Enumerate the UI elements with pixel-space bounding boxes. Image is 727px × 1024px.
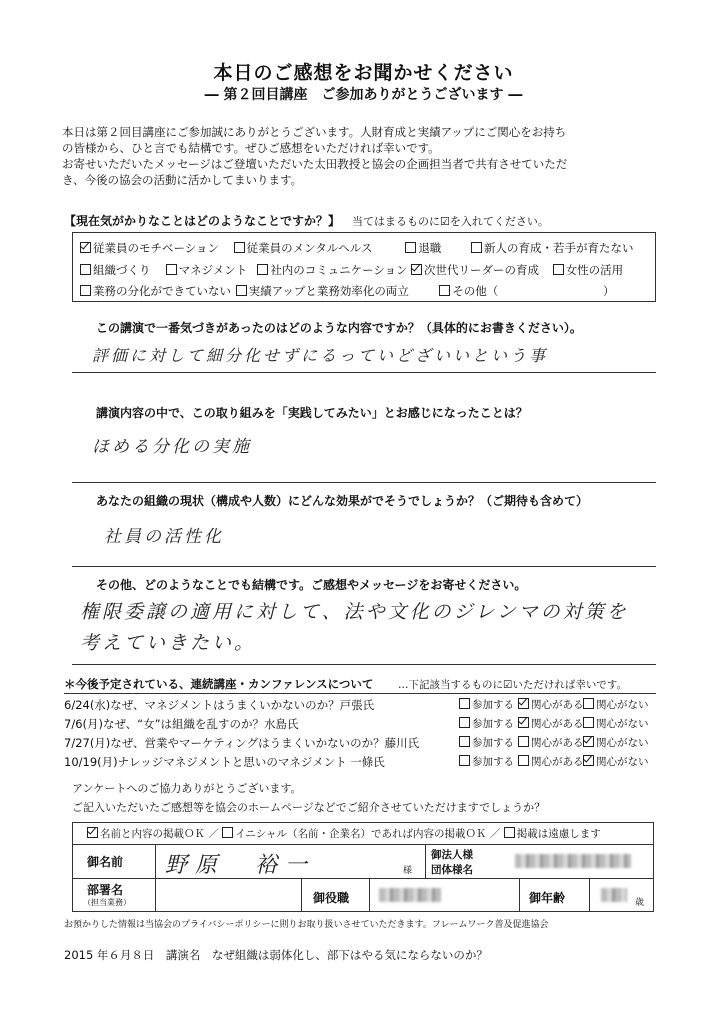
seminar-interest[interactable]: 関心がある <box>518 716 584 731</box>
org-label-1: 御法人様 <box>431 849 473 861</box>
consent-option-3[interactable]: 掲載は遠慮します <box>504 828 601 840</box>
checkbox-icon[interactable] <box>459 755 470 766</box>
checkbox-icon[interactable] <box>257 264 268 275</box>
age-label: 御年齢 <box>529 891 566 905</box>
concern-option[interactable]: 従業員のメンタルヘルス <box>234 240 402 256</box>
concern-row-2 <box>80 262 623 278</box>
concern-option[interactable]: 組織づくり <box>80 262 162 278</box>
concern-option-other[interactable]: その他（ <box>439 283 599 299</box>
intro-line-2: の皆様から、ひと言でも結構です。ぜひご感想をいただければ幸いです。 <box>62 141 440 155</box>
checkbox-checked-icon[interactable] <box>411 264 422 275</box>
consent-separator: ／ <box>208 828 219 840</box>
checkbox-icon[interactable] <box>553 264 564 275</box>
seminar-text: 7/6(月)なぜ、“女”は組織を乱すのか？水島氏 <box>64 717 299 731</box>
closing-question: ご記入いただいたご感想等を協会のホームページなどでご紹介させていただけますでしょうか？ <box>72 801 546 814</box>
concern-note: 当てはまるものに☑を入れてください。 <box>352 215 549 228</box>
consent-option-2[interactable]: イニシャル（名前・企業名）であれば内容の掲載ＯＫ <box>222 828 486 840</box>
sama-label: 様 <box>403 866 413 876</box>
concern-question: 【現在気がかりなことはどのようなことですか？】 <box>64 214 341 228</box>
checkbox-checked-icon[interactable] <box>583 755 594 766</box>
q1-answer[interactable]: 評価に対して細分化せずにるっていどざいいという事 <box>92 346 549 365</box>
q2-answer[interactable]: ほめる分化の実施 <box>92 437 252 457</box>
checkbox-icon[interactable] <box>459 736 470 747</box>
seminar-none[interactable]: 関心がない <box>583 754 649 769</box>
name-label: 御名前 <box>87 855 124 869</box>
checkbox-icon[interactable] <box>583 717 594 728</box>
role-label: 御役職 <box>313 891 350 905</box>
consent-option-1[interactable]: 名前と内容の掲載ＯＫ <box>87 828 205 840</box>
checkbox-icon[interactable] <box>439 285 450 296</box>
concern-row-1 <box>80 240 633 256</box>
concern-option[interactable]: 従業員のモチベーション <box>80 240 230 256</box>
date-line: 2015 年６月８日 講演名 なぜ組織は弱体化し、部下はやる気にならないのか？ <box>64 948 488 962</box>
seminar-interest[interactable]: 関心がある <box>518 697 584 712</box>
concern-option[interactable]: マネジメント <box>166 262 254 278</box>
closing-thanks: アンケートへのご協力ありがとうございます。 <box>72 782 302 795</box>
seminar-attend[interactable]: 参加する <box>459 754 514 769</box>
checkbox-icon[interactable] <box>236 285 247 296</box>
q1-answer-line <box>72 372 656 373</box>
intro-line-3: お寄せいただいたメッセージはご登壇いただいた太田教授と協会の企画担当者で共有させていただ <box>62 157 568 171</box>
checkbox-icon[interactable] <box>471 242 482 253</box>
q3-answer-line <box>72 566 656 567</box>
age-value-redacted[interactable] <box>601 888 627 902</box>
checkbox-icon[interactable] <box>518 736 529 747</box>
checkbox-icon[interactable] <box>222 827 233 838</box>
q3-answer[interactable]: 社員の活性化 <box>104 527 224 547</box>
org-label-2: 団体様名 <box>431 864 473 876</box>
concern-option[interactable]: 女性の活用 <box>553 262 624 278</box>
checkbox-icon[interactable] <box>166 264 177 275</box>
seminars-divider <box>64 693 656 694</box>
q4-answer-line <box>72 664 656 665</box>
seminar-text: 7/27(月)なぜ、営業やマーケティングはうまくいかないのか？藤川氏 <box>64 736 420 750</box>
q4-answer-line-2[interactable]: 考えていきたい。 <box>80 632 257 654</box>
checkbox-icon[interactable] <box>80 285 91 296</box>
page-title: 本日のご感想をお聞かせください <box>213 62 514 84</box>
seminar-none[interactable]: 関心がない <box>583 716 649 731</box>
concern-row-3 <box>80 283 614 299</box>
concern-option[interactable]: 次世代リーダーの育成 <box>411 262 549 278</box>
seminar-row <box>64 716 654 732</box>
seminar-row <box>64 754 654 770</box>
checkbox-icon[interactable] <box>504 827 515 838</box>
checkbox-icon[interactable] <box>459 717 470 728</box>
consent-separator: ／ <box>489 828 501 840</box>
seminar-interest[interactable]: 関心がある <box>518 754 584 769</box>
q3-question: あなたの組織の現状（構成や人数）にどんな効果がでそうでしょうか？（ご期待も含めて） <box>96 494 589 508</box>
checkbox-icon[interactable] <box>405 242 416 253</box>
q2-question: 講演内容の中で、この取り組みを「実践してみたい」とお感じになったことは？ <box>96 406 528 420</box>
checkbox-icon[interactable] <box>459 698 470 709</box>
org-value-redacted[interactable] <box>515 854 631 868</box>
seminar-none[interactable]: 関心がない <box>583 697 649 712</box>
intro-line-4: き、今後の協会の活動に活かしてまいります。 <box>62 173 303 187</box>
page-subtitle: ― 第２回目講座 ご参加ありがとうございます ― <box>204 87 523 103</box>
checkbox-icon[interactable] <box>583 698 594 709</box>
concern-option[interactable]: 業務の分化ができていない <box>80 283 232 299</box>
name-value[interactable]: 野原 裕一 <box>165 853 316 878</box>
concern-option[interactable]: 社内のコミュニケーション <box>257 262 407 278</box>
seminar-row <box>64 697 654 713</box>
concern-option[interactable]: 退職 <box>405 240 467 256</box>
contact-form <box>72 844 654 912</box>
seminar-attend[interactable]: 参加する <box>459 716 514 731</box>
privacy-note: お預かりした情報は当協会のプライバシーポリシーに則りお取り扱いさせていただきます。フレームワーク普及促進協会 <box>64 920 549 930</box>
concern-option[interactable]: 実績アップと業務効率化の両立 <box>236 283 436 299</box>
checkbox-icon[interactable] <box>518 755 529 766</box>
checkbox-checked-icon[interactable] <box>518 717 529 728</box>
checkbox-icon[interactable] <box>80 264 91 275</box>
checkbox-checked-icon[interactable] <box>80 242 91 253</box>
dept-label: 部署名 <box>87 883 124 897</box>
seminar-text: 10/19(月)ナレッジマネジメントと思いのマネジメント 一條氏 <box>64 755 385 769</box>
dept-sub-label: （担当業務） <box>83 898 131 907</box>
seminars-title: ＊今後予定されている、連続講座・カンファレンスについて <box>64 677 374 691</box>
q4-question: その他、どのようなことでも結構です。ご感想やメッセージをお寄せください。 <box>96 578 527 592</box>
checkbox-checked-icon[interactable] <box>583 736 594 747</box>
checkbox-icon[interactable] <box>234 242 245 253</box>
q1-question: この講演で一番気づきがあったのはどのような内容ですか？（具体的にお書きください）。 <box>96 321 582 335</box>
seminar-none[interactable]: 関心がない <box>583 735 649 750</box>
q2-answer-line <box>72 482 656 483</box>
age-unit: 歳 <box>635 898 645 908</box>
concern-option[interactable]: 新人の育成・若手が育たない <box>471 240 634 256</box>
seminar-text: 6/24(水)なぜ、マネジメントはうまくいかないのか？戸張氏 <box>64 698 375 712</box>
consent-row <box>72 822 654 844</box>
seminar-attend[interactable]: 参加する <box>459 735 514 750</box>
checkbox-checked-icon[interactable] <box>87 827 98 838</box>
intro-line-1: 本日は第２回目講座にご参加誠にありがとうございます。人財育成と実績アップにご関心をお持ち <box>62 125 567 139</box>
role-value-redacted[interactable] <box>379 888 441 902</box>
seminar-row <box>64 735 654 751</box>
seminar-attend[interactable]: 参加する <box>459 697 514 712</box>
seminar-interest[interactable]: 関心がある <box>518 735 584 750</box>
concern-option-other-close: ） <box>602 284 615 298</box>
seminars-note: …下記該当するものに☑いただければ幸いです。 <box>398 679 628 691</box>
q4-answer-line-1[interactable]: 権限委譲の適用に対して、法や文化のジレンマの対策を <box>80 601 629 623</box>
checkbox-checked-icon[interactable] <box>518 698 529 709</box>
